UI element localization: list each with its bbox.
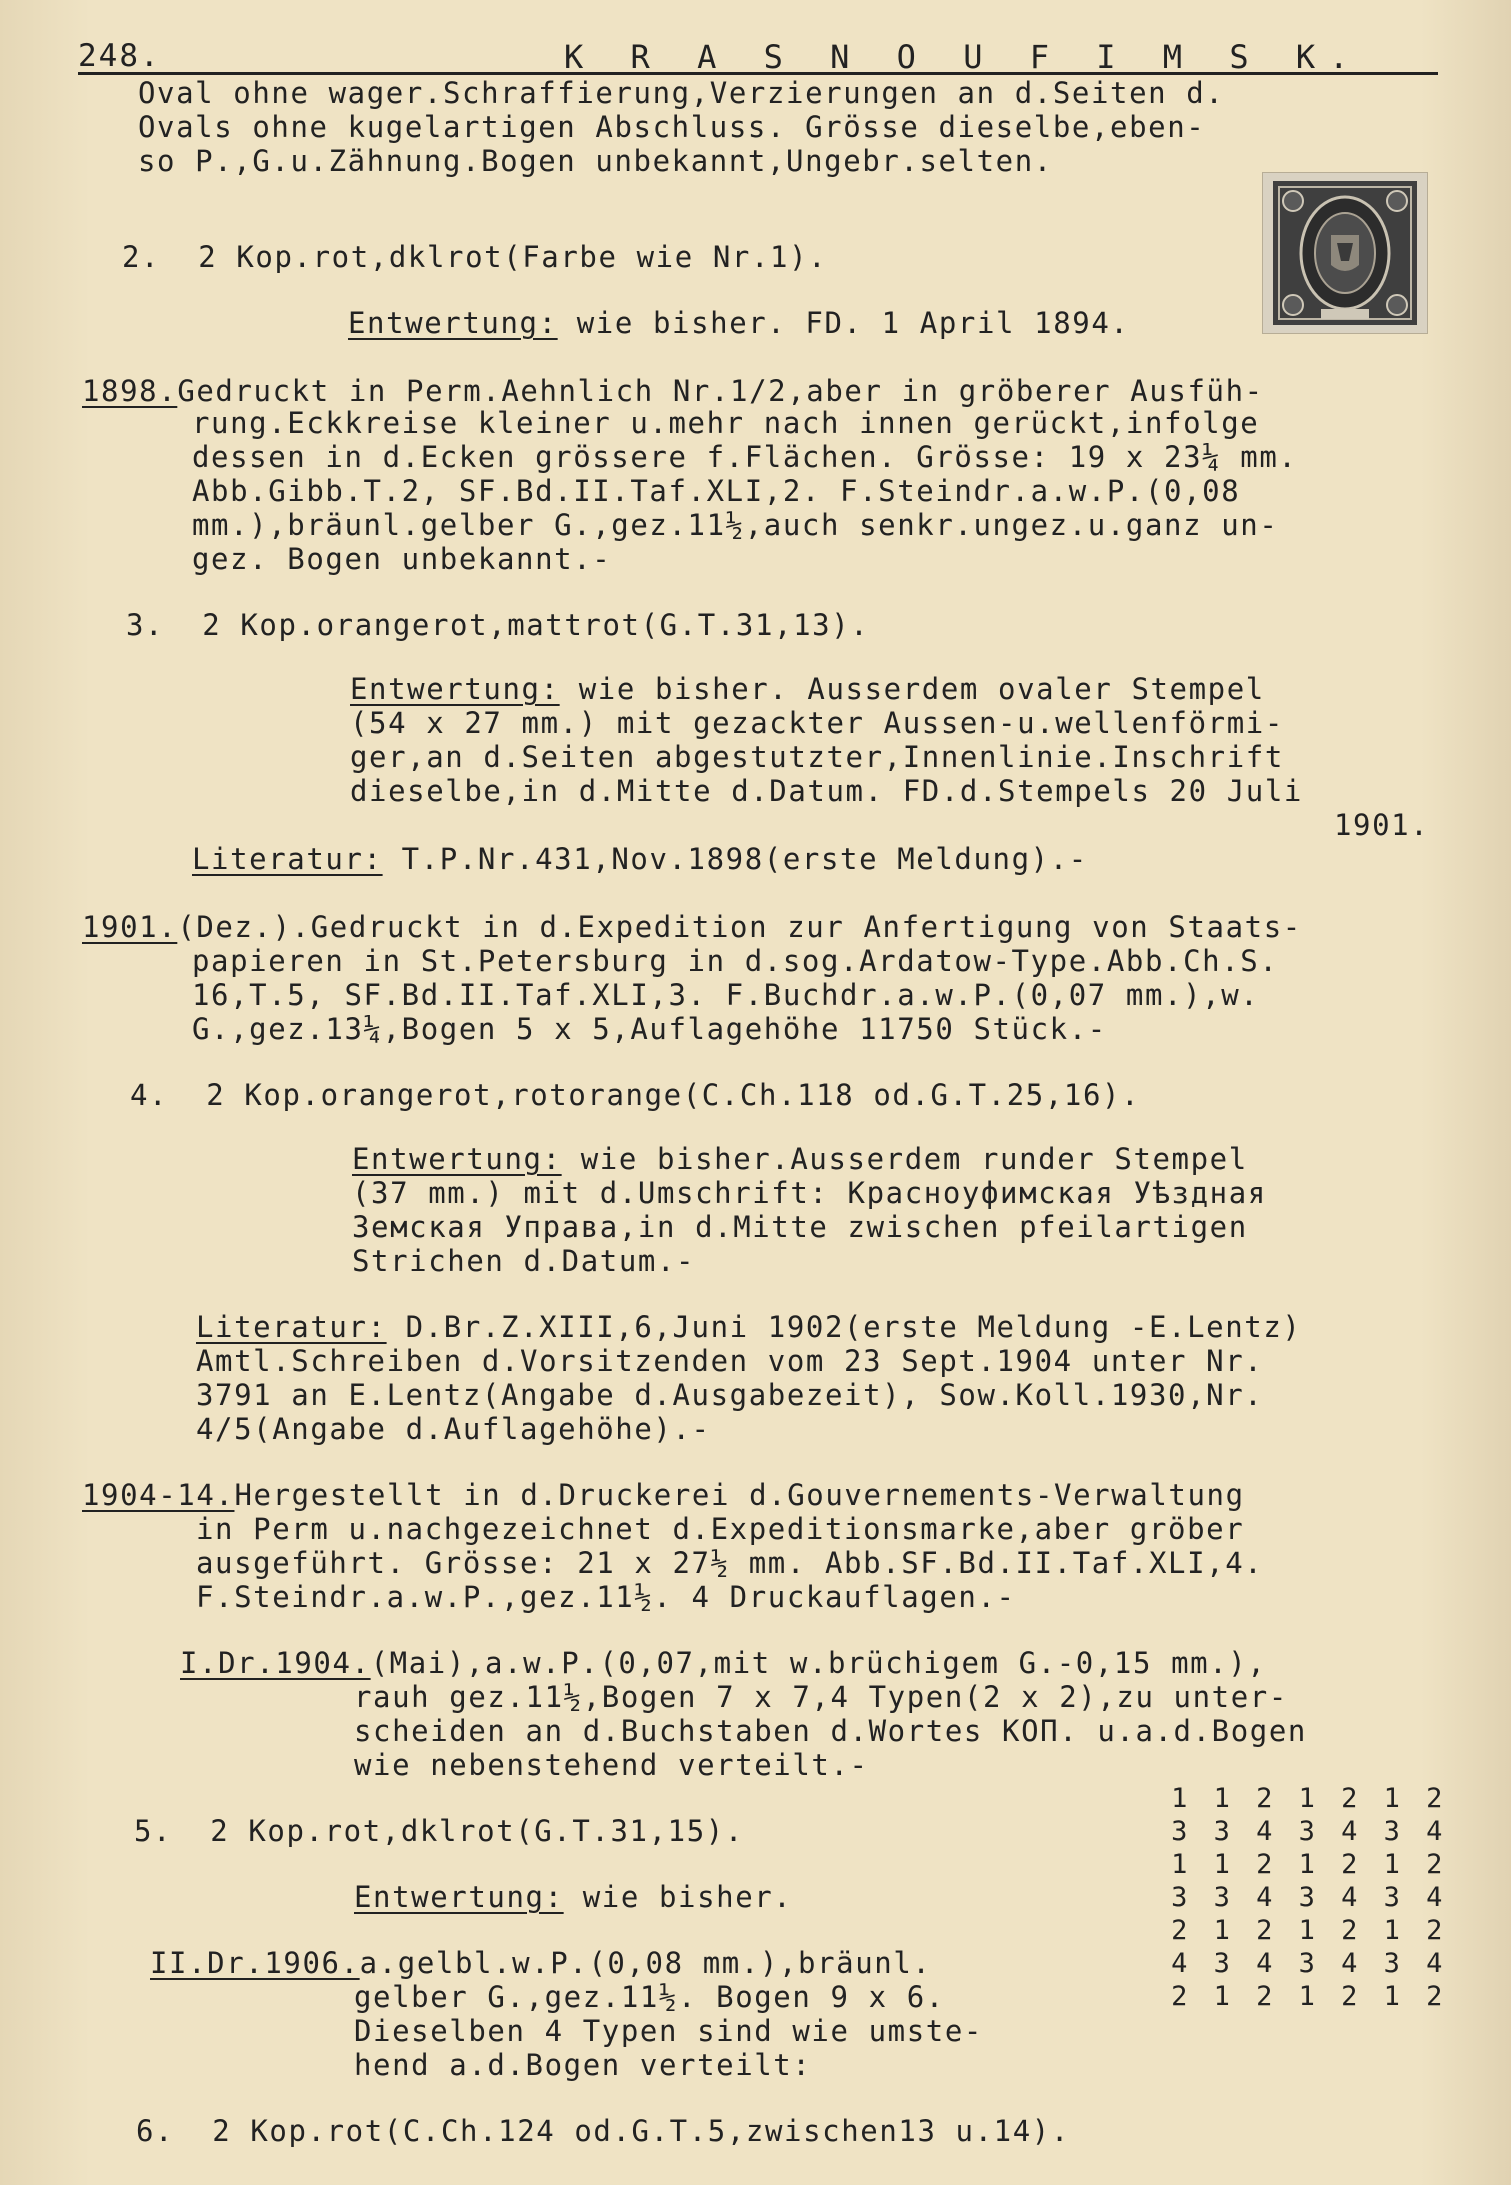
grid-row — [1158, 1815, 1458, 1848]
grid-cell: 1 — [1171, 1849, 1188, 1880]
grid-cell: 4 — [1256, 1948, 1273, 1979]
grid-row — [1158, 1914, 1458, 1947]
grid-row — [1158, 1881, 1458, 1914]
grid-cell: 1 — [1383, 1783, 1400, 1814]
label-literatur: Literatur: — [196, 1310, 387, 1344]
text-line: (37 mm.) mit d.Umschrift: Красноуфимская Уѣздная — [352, 1176, 1267, 1210]
grid-cell: 1 — [1298, 1783, 1315, 1814]
grid-cell: 2 — [1171, 1915, 1188, 1946]
type-distribution-grid — [1158, 1782, 1458, 2042]
grid-cell: 3 — [1383, 1816, 1400, 1847]
text-line: in Perm u.nachgezeichnet d.Expeditionsmarke,aber gröber — [196, 1512, 1245, 1546]
grid-cell: 3 — [1383, 1948, 1400, 1979]
text-line: (54 x 27 mm.) mit gezackter Aussen-u.wellenförmi- — [350, 706, 1284, 740]
grid-cell: 1 — [1383, 1981, 1400, 2012]
grid-cell: 2 — [1171, 1981, 1188, 2012]
page-title: K R A S N O U F I M S K. — [564, 38, 1363, 76]
grid-cell: 4 — [1426, 1882, 1443, 1913]
grid-cell: 2 — [1341, 1783, 1358, 1814]
text-line: wie nebenstehend verteilt.- — [354, 1748, 869, 1782]
grid-cell: 2 — [1341, 1981, 1358, 2012]
grid-cell: 2 — [1256, 1849, 1273, 1880]
grid-cell: 4 — [1341, 1882, 1358, 1913]
grid-cell: 2 — [1341, 1849, 1358, 1880]
grid-cell: 2 — [1426, 1915, 1443, 1946]
grid-cell: 1 — [1213, 1849, 1230, 1880]
grid-cell: 2 — [1256, 1915, 1273, 1946]
text-line: 4. 2 Kop.orangerot,rotorange(C.Ch.118 od.G.T.25,16). — [130, 1078, 1141, 1112]
grid-cell: 1 — [1213, 1981, 1230, 2012]
text-line: 3. 2 Kop.orangerot,mattrot(G.T.31,13). — [126, 608, 870, 642]
label-entwertung: Entwertung: — [354, 1880, 564, 1914]
grid-cell: 3 — [1171, 1816, 1188, 1847]
grid-cell: 1 — [1213, 1783, 1230, 1814]
grid-cell: 2 — [1426, 1981, 1443, 2012]
text-line: papieren in St.Petersburg in d.sog.Ardatow-Type.Abb.Ch.S. — [192, 944, 1279, 978]
grid-cell: 4 — [1256, 1816, 1273, 1847]
text-line: Entwertung: wie bisher.Ausserdem runder Stempel — [352, 1142, 1248, 1176]
text-line: 1898.Gedruckt in Perm.Aehnlich Nr.1/2,aber in gröberer Ausfüh- — [82, 374, 1264, 408]
grid-cell: 4 — [1171, 1948, 1188, 1979]
grid-cell: 1 — [1298, 1915, 1315, 1946]
text-line: ger,an d.Seiten abgestutzter,Innenlinie.Inschrift — [350, 740, 1284, 774]
text-line: Literatur: D.Br.Z.XIII,6,Juni 1902(erste Meldung -E.Lentz) — [196, 1310, 1302, 1344]
year-1898: 1898. — [82, 374, 178, 408]
text-line: Земская Управа,in d.Mitte zwischen pfeilartigen — [352, 1210, 1248, 1244]
text-line: rung.Eckkreise kleiner u.mehr nach innen gerückt,infolge — [192, 406, 1260, 440]
text-line: Ovals ohne kugelartigen Abschluss. Grösse dieselbe,eben- — [138, 110, 1206, 144]
text-line: F.Steindr.a.w.P.,gez.11½. 4 Druckauflagen.- — [196, 1580, 1016, 1614]
grid-row — [1158, 1782, 1458, 1815]
grid-cell: 4 — [1426, 1816, 1443, 1847]
grid-cell: 1 — [1213, 1915, 1230, 1946]
text-line: 2. 2 Kop.rot,dklrot(Farbe wie Nr.1). — [122, 240, 828, 274]
text-line: so P.,G.u.Zähnung.Bogen unbekannt,Ungebr.selten. — [138, 144, 1053, 178]
text-line: 1901.(Dez.).Gedruckt in d.Expedition zur Anfertigung von Staats- — [82, 910, 1302, 944]
text-line: Amtl.Schreiben d.Vorsitzenden vom 23 Sept.1904 unter Nr. — [196, 1344, 1264, 1378]
grid-cell: 1 — [1298, 1849, 1315, 1880]
text-line: Entwertung: wie bisher. FD. 1 April 1894. — [348, 306, 1130, 340]
grid-cell: 4 — [1341, 1948, 1358, 1979]
text-line: II.Dr.1906.a.gelbl.w.P.(0,08 mm.),bräunl. — [150, 1946, 932, 1980]
text-line: 4/5(Angabe d.Auflagehöhe).- — [196, 1412, 711, 1446]
label-literatur: Literatur: — [192, 842, 383, 876]
grid-cell: 3 — [1213, 1882, 1230, 1913]
grid-cell: 2 — [1256, 1783, 1273, 1814]
grid-cell: 4 — [1256, 1882, 1273, 1913]
text-line: 1904-14.Hergestellt in d.Druckerei d.Gouvernements-Verwaltung — [82, 1478, 1245, 1512]
text-line: dieselbe,in d.Mitte d.Datum. FD.d.Stempels 20 Juli — [350, 774, 1303, 808]
grid-cell: 4 — [1341, 1816, 1358, 1847]
text-line: 1901. — [1334, 808, 1430, 842]
grid-cell: 3 — [1213, 1816, 1230, 1847]
text-line: ausgeführt. Grösse: 21 x 27½ mm. Abb.SF.Bd.II.Taf.XLI,4. — [196, 1546, 1264, 1580]
text-line: gelber G.,gez.11½. Bogen 9 x 6. — [354, 1980, 945, 2014]
grid-cell: 1 — [1383, 1849, 1400, 1880]
text-line: 5. 2 Kop.rot,dklrot(G.T.31,15). — [134, 1814, 744, 1848]
text-line: rauh gez.11½,Bogen 7 x 7,4 Typen(2 x 2),zu unter- — [354, 1680, 1288, 1714]
text-line: scheiden an d.Buchstaben d.Wortes КОП. u.a.d.Bogen — [354, 1714, 1307, 1748]
text-line: Abb.Gibb.T.2, SF.Bd.II.Taf.XLI,2. F.Steindr.a.w.P.(0,08 — [192, 474, 1241, 508]
grid-cell: 3 — [1298, 1882, 1315, 1913]
text-line: I.Dr.1904.(Mai),a.w.P.(0,07,mit w.brüchigem G.-0,15 mm.), — [180, 1646, 1267, 1680]
grid-cell: 1 — [1298, 1981, 1315, 2012]
grid-cell: 3 — [1298, 1816, 1315, 1847]
stamp-image — [1262, 172, 1428, 334]
text-line: 6. 2 Kop.rot(C.Ch.124 od.G.T.5,zwischen13 u.14). — [136, 2114, 1070, 2148]
grid-row — [1158, 1980, 1458, 2013]
text-line: Dieselben 4 Typen sind wie umste- — [354, 2014, 983, 2048]
text-line: 16,T.5, SF.Bd.II.Taf.XLI,3. F.Buchdr.a.w.P.(0,07 mm.),w. — [192, 978, 1260, 1012]
grid-cell: 3 — [1213, 1948, 1230, 1979]
printing-1904: I.Dr.1904. — [180, 1646, 371, 1680]
header-rule — [78, 72, 1438, 75]
grid-cell: 4 — [1426, 1948, 1443, 1979]
grid-cell: 3 — [1171, 1882, 1188, 1913]
page-number: 248. — [78, 38, 161, 74]
grid-row — [1158, 1848, 1458, 1881]
page-header — [78, 38, 1438, 78]
grid-cell: 2 — [1426, 1783, 1443, 1814]
text-line: 3791 an E.Lentz(Angabe d.Ausgabezeit), Sow.Koll.1930,Nr. — [196, 1378, 1264, 1412]
grid-cell: 2 — [1341, 1915, 1358, 1946]
text-line: dessen in d.Ecken grössere f.Flächen. Grösse: 19 x 23¼ mm. — [192, 440, 1298, 474]
grid-cell: 3 — [1298, 1948, 1315, 1979]
grid-cell: 2 — [1426, 1849, 1443, 1880]
text-line: mm.),bräunl.gelber G.,gez.11½,auch senkr.ungez.u.ganz un- — [192, 508, 1279, 542]
grid-cell: 2 — [1256, 1981, 1273, 2012]
text-line: Entwertung: wie bisher. — [354, 1880, 793, 1914]
label-entwertung: Entwertung: — [348, 306, 558, 340]
grid-cell: 1 — [1383, 1915, 1400, 1946]
text-line: Literatur: T.P.Nr.431,Nov.1898(erste Meldung).- — [192, 842, 1088, 876]
year-1901: 1901. — [82, 910, 178, 944]
label-entwertung: Entwertung: — [352, 1142, 562, 1176]
text-line: Strichen d.Datum.- — [352, 1244, 696, 1278]
text-line: hend a.d.Bogen verteilt: — [354, 2048, 812, 2082]
text-line: gez. Bogen unbekannt.- — [192, 542, 612, 576]
printing-1906: II.Dr.1906. — [150, 1946, 360, 1980]
grid-row — [1158, 1947, 1458, 1980]
grid-cell: 1 — [1171, 1783, 1188, 1814]
text-line: G.,gez.13¼,Bogen 5 x 5,Auflagehöhe 11750 Stück.- — [192, 1012, 1107, 1046]
text-line: Entwertung: wie bisher. Ausserdem ovaler Stempel — [350, 672, 1265, 706]
label-entwertung: Entwertung: — [350, 672, 560, 706]
grid-cell: 3 — [1383, 1882, 1400, 1913]
year-1904-14: 1904-14. — [82, 1478, 235, 1512]
text-line: Oval ohne wager.Schraffierung,Verzierungen an d.Seiten d. — [138, 76, 1225, 110]
